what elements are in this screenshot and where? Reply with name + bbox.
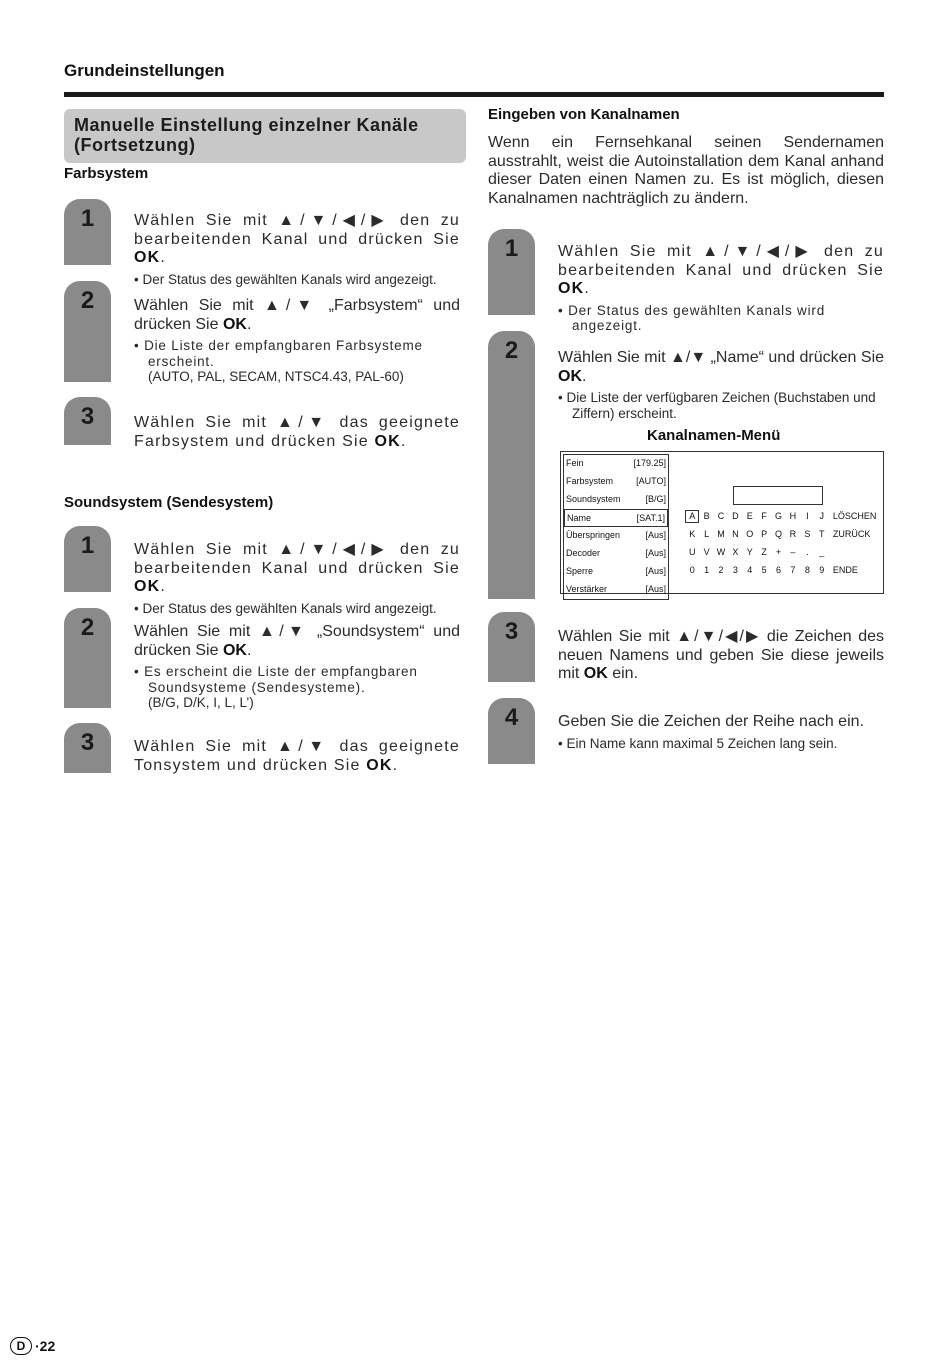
step-tab <box>64 281 111 382</box>
char-key[interactable]: _ <box>819 547 825 557</box>
command-key[interactable]: ZURÜCK <box>832 529 871 539</box>
char-key[interactable]: G <box>775 511 783 521</box>
section-title-box <box>64 109 466 163</box>
page-header-title: Grundeinstellungen <box>64 61 225 80</box>
character-grid <box>685 507 876 579</box>
char-key[interactable]: J <box>819 511 824 521</box>
farbsystem-heading: Farbsystem <box>64 165 149 182</box>
step-note: • Ein Name kann maximal 5 Zeichen lang sein. <box>558 735 838 751</box>
char-key[interactable]: 4 <box>747 565 753 575</box>
step-number: 4 <box>504 704 519 731</box>
kanalnamen-menu <box>560 451 884 594</box>
char-row <box>685 525 876 543</box>
step-text: Wählen Sie mit ▲/▼/◀/▶ den zu bearbeitenden Kanal und drücken Sie OK. <box>134 212 460 266</box>
menu-row-soundsystem[interactable]: Soundsystem [B/G] <box>566 494 666 504</box>
step-text: Wählen Sie mit ▲/▼/◀/▶ den zu bearbeitenden Kanal und drücken Sie OK. <box>134 541 460 595</box>
step-tab <box>64 199 111 265</box>
char-key[interactable]: + <box>775 547 782 557</box>
step-tab <box>64 723 111 773</box>
menu-row-farbsystem[interactable]: Farbsystem [AUTO] <box>566 476 666 486</box>
step-text: Wählen Sie mit ▲/▼ „Soundsystem“ und drücken Sie OK. <box>134 623 460 659</box>
char-key[interactable]: 0 <box>689 565 695 575</box>
char-key[interactable]: 5 <box>761 565 767 575</box>
menu-row-ueberspringen[interactable]: Überspringen [Aus] <box>566 530 666 540</box>
step-number: 3 <box>80 729 95 756</box>
step-tab <box>488 229 535 315</box>
char-key[interactable]: F <box>761 511 767 521</box>
char-key[interactable]: T <box>818 529 825 539</box>
char-key[interactable]: U <box>688 547 696 557</box>
char-key[interactable]: A <box>685 510 699 523</box>
step-number: 2 <box>80 614 95 641</box>
section-title-line1: Manuelle Einstellung einzelner Kanäle <box>74 115 419 135</box>
command-key[interactable]: ENDE <box>832 565 858 575</box>
step-text: Wählen Sie mit ▲/▼ das geeignete Tonsystem und drücken Sie OK. <box>134 738 460 774</box>
step-note: • Der Status des gewählten Kanals wird angezeigt. <box>558 302 825 333</box>
page-footer <box>10 1337 55 1355</box>
char-row <box>685 507 876 525</box>
char-key[interactable]: N <box>732 529 739 539</box>
step-number: 2 <box>80 287 95 314</box>
step-tab <box>488 331 535 599</box>
step-note: • Die Liste der verfügbaren Zeichen (Buchstaben und Ziffern) erscheint. <box>558 390 876 421</box>
command-key[interactable]: LÖSCHEN <box>832 511 877 521</box>
char-key[interactable]: Z <box>761 547 767 557</box>
char-key[interactable]: . <box>806 547 809 557</box>
step-note: • Der Status des gewählten Kanals wird angezeigt. <box>134 600 437 616</box>
menu-row-decoder[interactable]: Decoder [Aus] <box>566 548 666 558</box>
step-subnote: (B/G, D/K, I, L, L’) <box>148 695 254 710</box>
step-text: Wählen Sie mit ▲/▼/◀/▶ den zu bearbeitenden Kanal und drücken Sie OK. <box>558 243 884 297</box>
step-number: 3 <box>504 618 519 645</box>
step-text: Wählen Sie mit ▲/▼ das geeignete Farbsystem und drücken Sie OK. <box>134 414 460 450</box>
step-subnote: (AUTO, PAL, SECAM, NTSC4.43, PAL-60) <box>148 369 404 384</box>
char-key[interactable]: B <box>703 511 710 521</box>
char-row <box>685 543 876 561</box>
header-rule <box>64 92 884 97</box>
step-tab <box>64 526 111 592</box>
step-note: • Die Liste der empfangbaren Farbsysteme erscheint. <box>134 338 423 369</box>
char-key[interactable]: C <box>717 511 725 521</box>
menu-settings-list <box>563 454 669 600</box>
char-key[interactable]: S <box>804 529 811 539</box>
char-key[interactable]: P <box>761 529 768 539</box>
step-number: 2 <box>504 337 519 364</box>
name-input-field[interactable] <box>733 486 823 505</box>
char-row <box>685 561 876 579</box>
char-key[interactable]: 3 <box>732 565 738 575</box>
char-key[interactable]: L <box>704 529 710 539</box>
kanalnamen-heading: Eingeben von Kanalnamen <box>488 106 680 123</box>
menu-row-verstaerker[interactable]: Verstärker [Aus] <box>566 584 666 594</box>
char-key[interactable]: 1 <box>704 565 710 575</box>
step-tab <box>64 608 111 708</box>
char-key[interactable]: K <box>689 529 696 539</box>
char-key[interactable]: – <box>790 547 796 557</box>
char-key[interactable]: X <box>732 547 739 557</box>
char-key[interactable]: Y <box>746 547 753 557</box>
char-key[interactable]: 9 <box>819 565 825 575</box>
char-key[interactable]: W <box>716 547 726 557</box>
char-key[interactable]: O <box>746 529 754 539</box>
kanalnamen-intro: Wenn ein Fernsehkanal seinen Sendernamen ausstrahlt, weist die Autoinstallation dem Kanal anhand dieser Daten einen Namen zu. Es ist möglich, diesen Kanalnamen nachträglich zu ändern. <box>488 134 884 207</box>
char-key[interactable]: Q <box>775 529 783 539</box>
step-text: Wählen Sie mit ▲/▼ „Farbsystem“ und drücken Sie OK. <box>134 297 460 333</box>
char-key[interactable]: I <box>806 511 809 521</box>
char-key[interactable]: D <box>732 511 739 521</box>
step-number: 1 <box>504 235 519 262</box>
menu-row-name[interactable]: Name [SAT.1] <box>564 509 668 527</box>
menu-row-sperre[interactable]: Sperre [Aus] <box>566 566 666 576</box>
step-note: • Es erscheint die Liste der empfangbaren Soundsysteme (Sendesysteme). <box>134 664 418 695</box>
menu-title: Kanalnamen-Menü <box>647 427 781 444</box>
char-key[interactable]: H <box>789 511 797 521</box>
step-text: Geben Sie die Zeichen der Reihe nach ein. <box>558 713 864 730</box>
language-badge: D <box>10 1337 32 1355</box>
page-number: ·22 <box>35 1338 56 1354</box>
char-key[interactable]: 2 <box>718 565 724 575</box>
menu-row-fein[interactable]: Fein [179.25] <box>566 458 666 468</box>
soundsystem-heading: Soundsystem (Sendesystem) <box>64 494 274 511</box>
step-tab <box>64 397 111 445</box>
step-number: 1 <box>80 205 95 232</box>
char-key[interactable]: V <box>703 547 710 557</box>
char-key[interactable]: 6 <box>776 565 782 575</box>
section-title-line2: (Fortsetzung) <box>74 135 196 155</box>
step-number: 3 <box>80 403 95 430</box>
char-key[interactable]: E <box>746 511 753 521</box>
step-tab <box>488 698 535 764</box>
step-number: 1 <box>80 532 95 559</box>
char-key[interactable]: 8 <box>804 565 810 575</box>
step-note: • Der Status des gewählten Kanals wird angezeigt. <box>134 271 437 287</box>
char-key[interactable]: 7 <box>790 565 796 575</box>
step-tab <box>488 612 535 682</box>
char-key[interactable]: M <box>717 529 725 539</box>
step-text: Wählen Sie mit ▲/▼ „Name“ und drücken Sie OK. <box>558 349 885 385</box>
char-key[interactable]: R <box>789 529 797 539</box>
step-text: Wählen Sie mit ▲/▼/◀/▶ die Zeichen des neuen Namens und geben Sie diese jeweils mit OK ein. <box>558 628 884 682</box>
